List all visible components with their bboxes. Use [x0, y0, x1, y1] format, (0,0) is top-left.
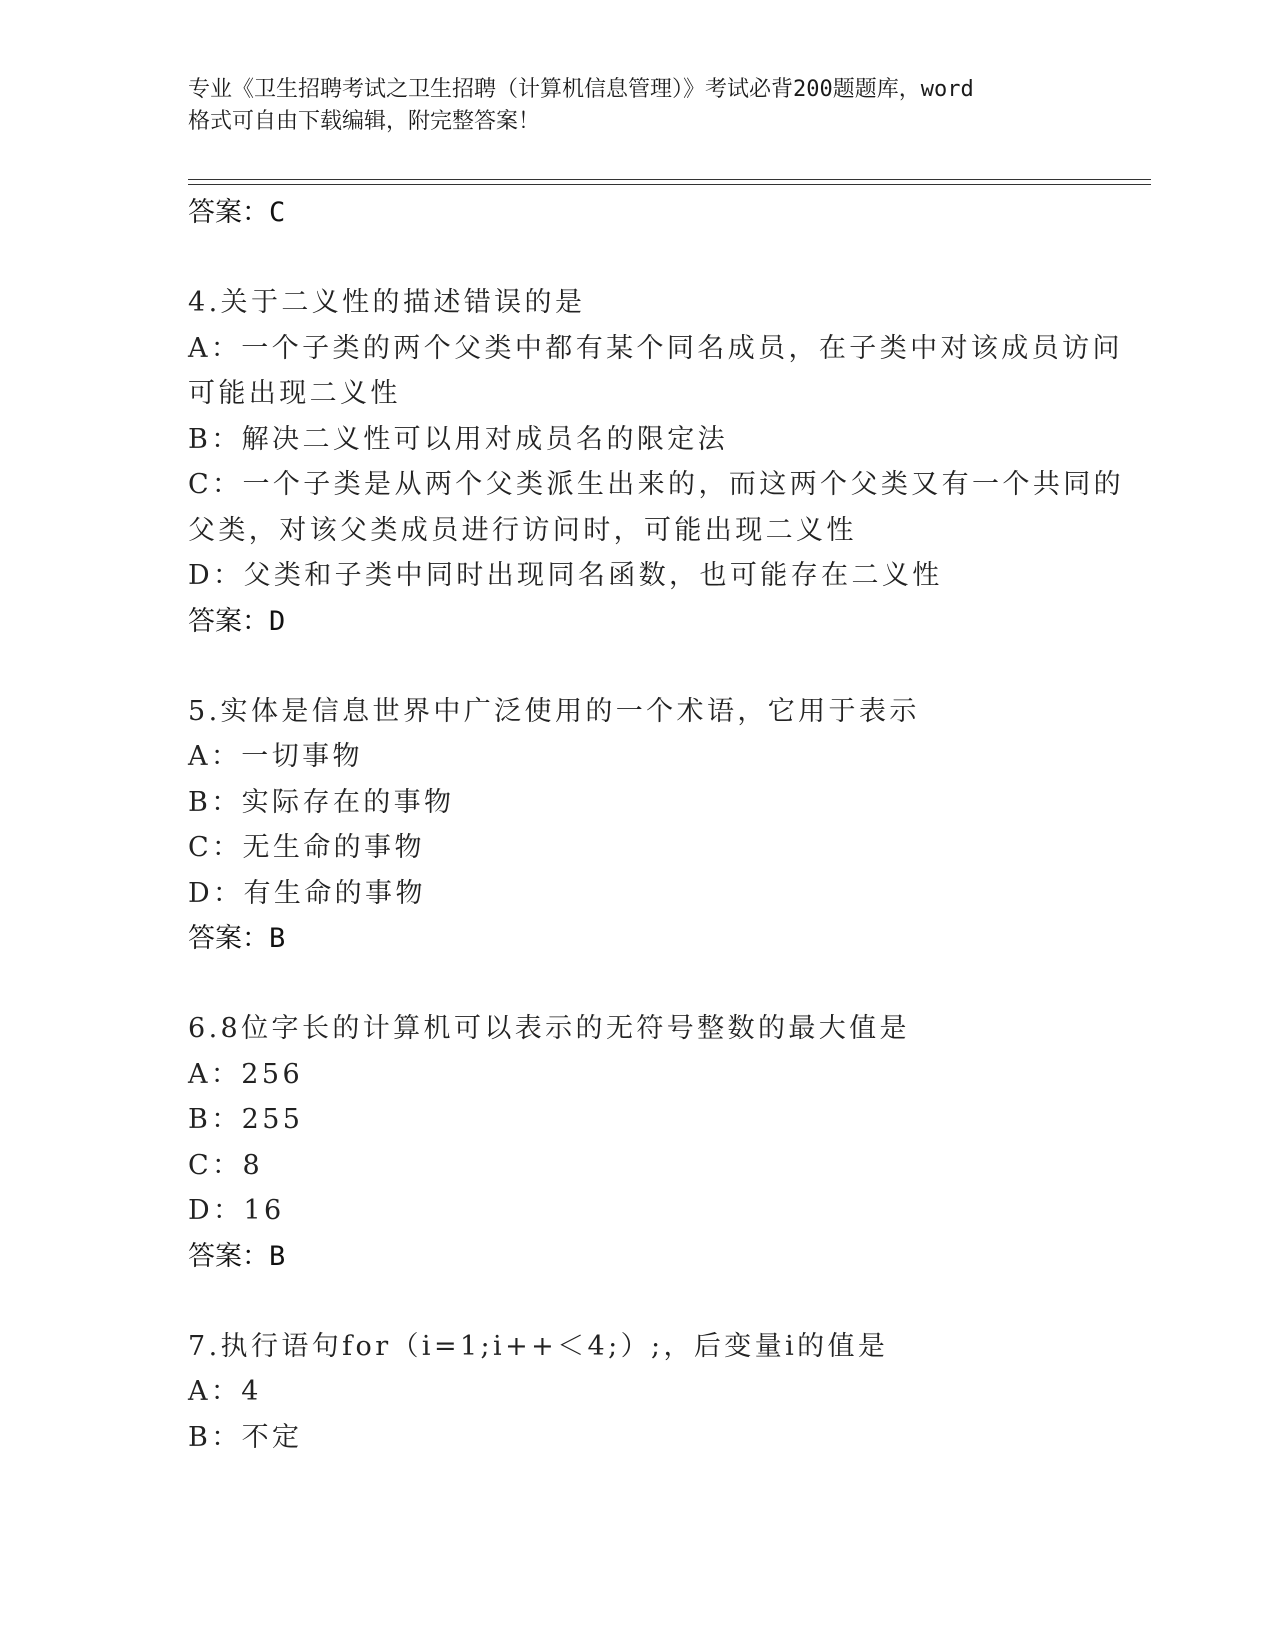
option-a: A：一切事物: [188, 741, 363, 772]
question-item: [188, 1006, 1088, 1324]
document-header: [188, 74, 1088, 138]
question-item: [188, 280, 1125, 689]
question-stem: 5.实体是信息世界中广泛使用的一个术语，它用于表示: [188, 695, 920, 727]
option-a: A：4: [188, 1376, 262, 1407]
option-a: A：一个子类的两个父类中都有某个同名成员，在子类中对该成员访问: [188, 332, 1123, 364]
option-c-continued: 父类，对该父类成员进行访问时，可能出现二义性: [188, 514, 857, 546]
option-d: D：16: [188, 1195, 285, 1226]
option-b: B：不定: [188, 1421, 303, 1453]
option-b: B：实际存在的事物: [188, 786, 455, 818]
option-a-continued: 可能出现二义性: [188, 378, 401, 409]
answer-line: 答案：B: [188, 1240, 286, 1272]
option-b: B：255: [188, 1104, 304, 1135]
header-line-1: 专业《卫生招聘考试之卫生招聘（计算机信息管理）》考试必背200题题库，word: [188, 77, 974, 102]
spacer: [188, 645, 1088, 689]
header-rule-bottom: [188, 184, 1151, 185]
question-item: [188, 1324, 1088, 1461]
option-c: C：一个子类是从两个父类派生出来的，而这两个父类又有一个共同的: [188, 469, 1125, 500]
question-stem: 4.关于二义性的描述错误的是: [188, 287, 586, 318]
option-c: C：无生命的事物: [188, 832, 425, 863]
header-rule-top: [188, 179, 1151, 180]
spacer: [188, 962, 1088, 1006]
question-item: [188, 689, 1088, 1007]
answer-line: 答案：D: [188, 605, 286, 637]
spacer: [188, 236, 1088, 280]
question-stem: 7.执行语句for（i=1;i++＜4;）;，后变量i的值是: [188, 1330, 889, 1362]
question-list: [188, 190, 1125, 1460]
option-a: A：256: [188, 1058, 304, 1090]
option-d: D：父类和子类中同时出现同名函数，也可能存在二义性: [188, 560, 943, 591]
option-b: B：解决二义性可以用对成员名的限定法: [188, 423, 729, 455]
answer-line: 答案：C: [188, 197, 286, 228]
header-line-2: 格式可自由下载编辑，附完整答案！: [188, 109, 541, 134]
option-c: C：8: [188, 1149, 264, 1181]
answer-line: 答案：B: [188, 923, 286, 954]
question-stem: 6.8位字长的计算机可以表示的无符号整数的最大值是: [188, 1013, 910, 1044]
spacer: [188, 1280, 1088, 1324]
option-d: D：有生命的事物: [188, 877, 426, 909]
